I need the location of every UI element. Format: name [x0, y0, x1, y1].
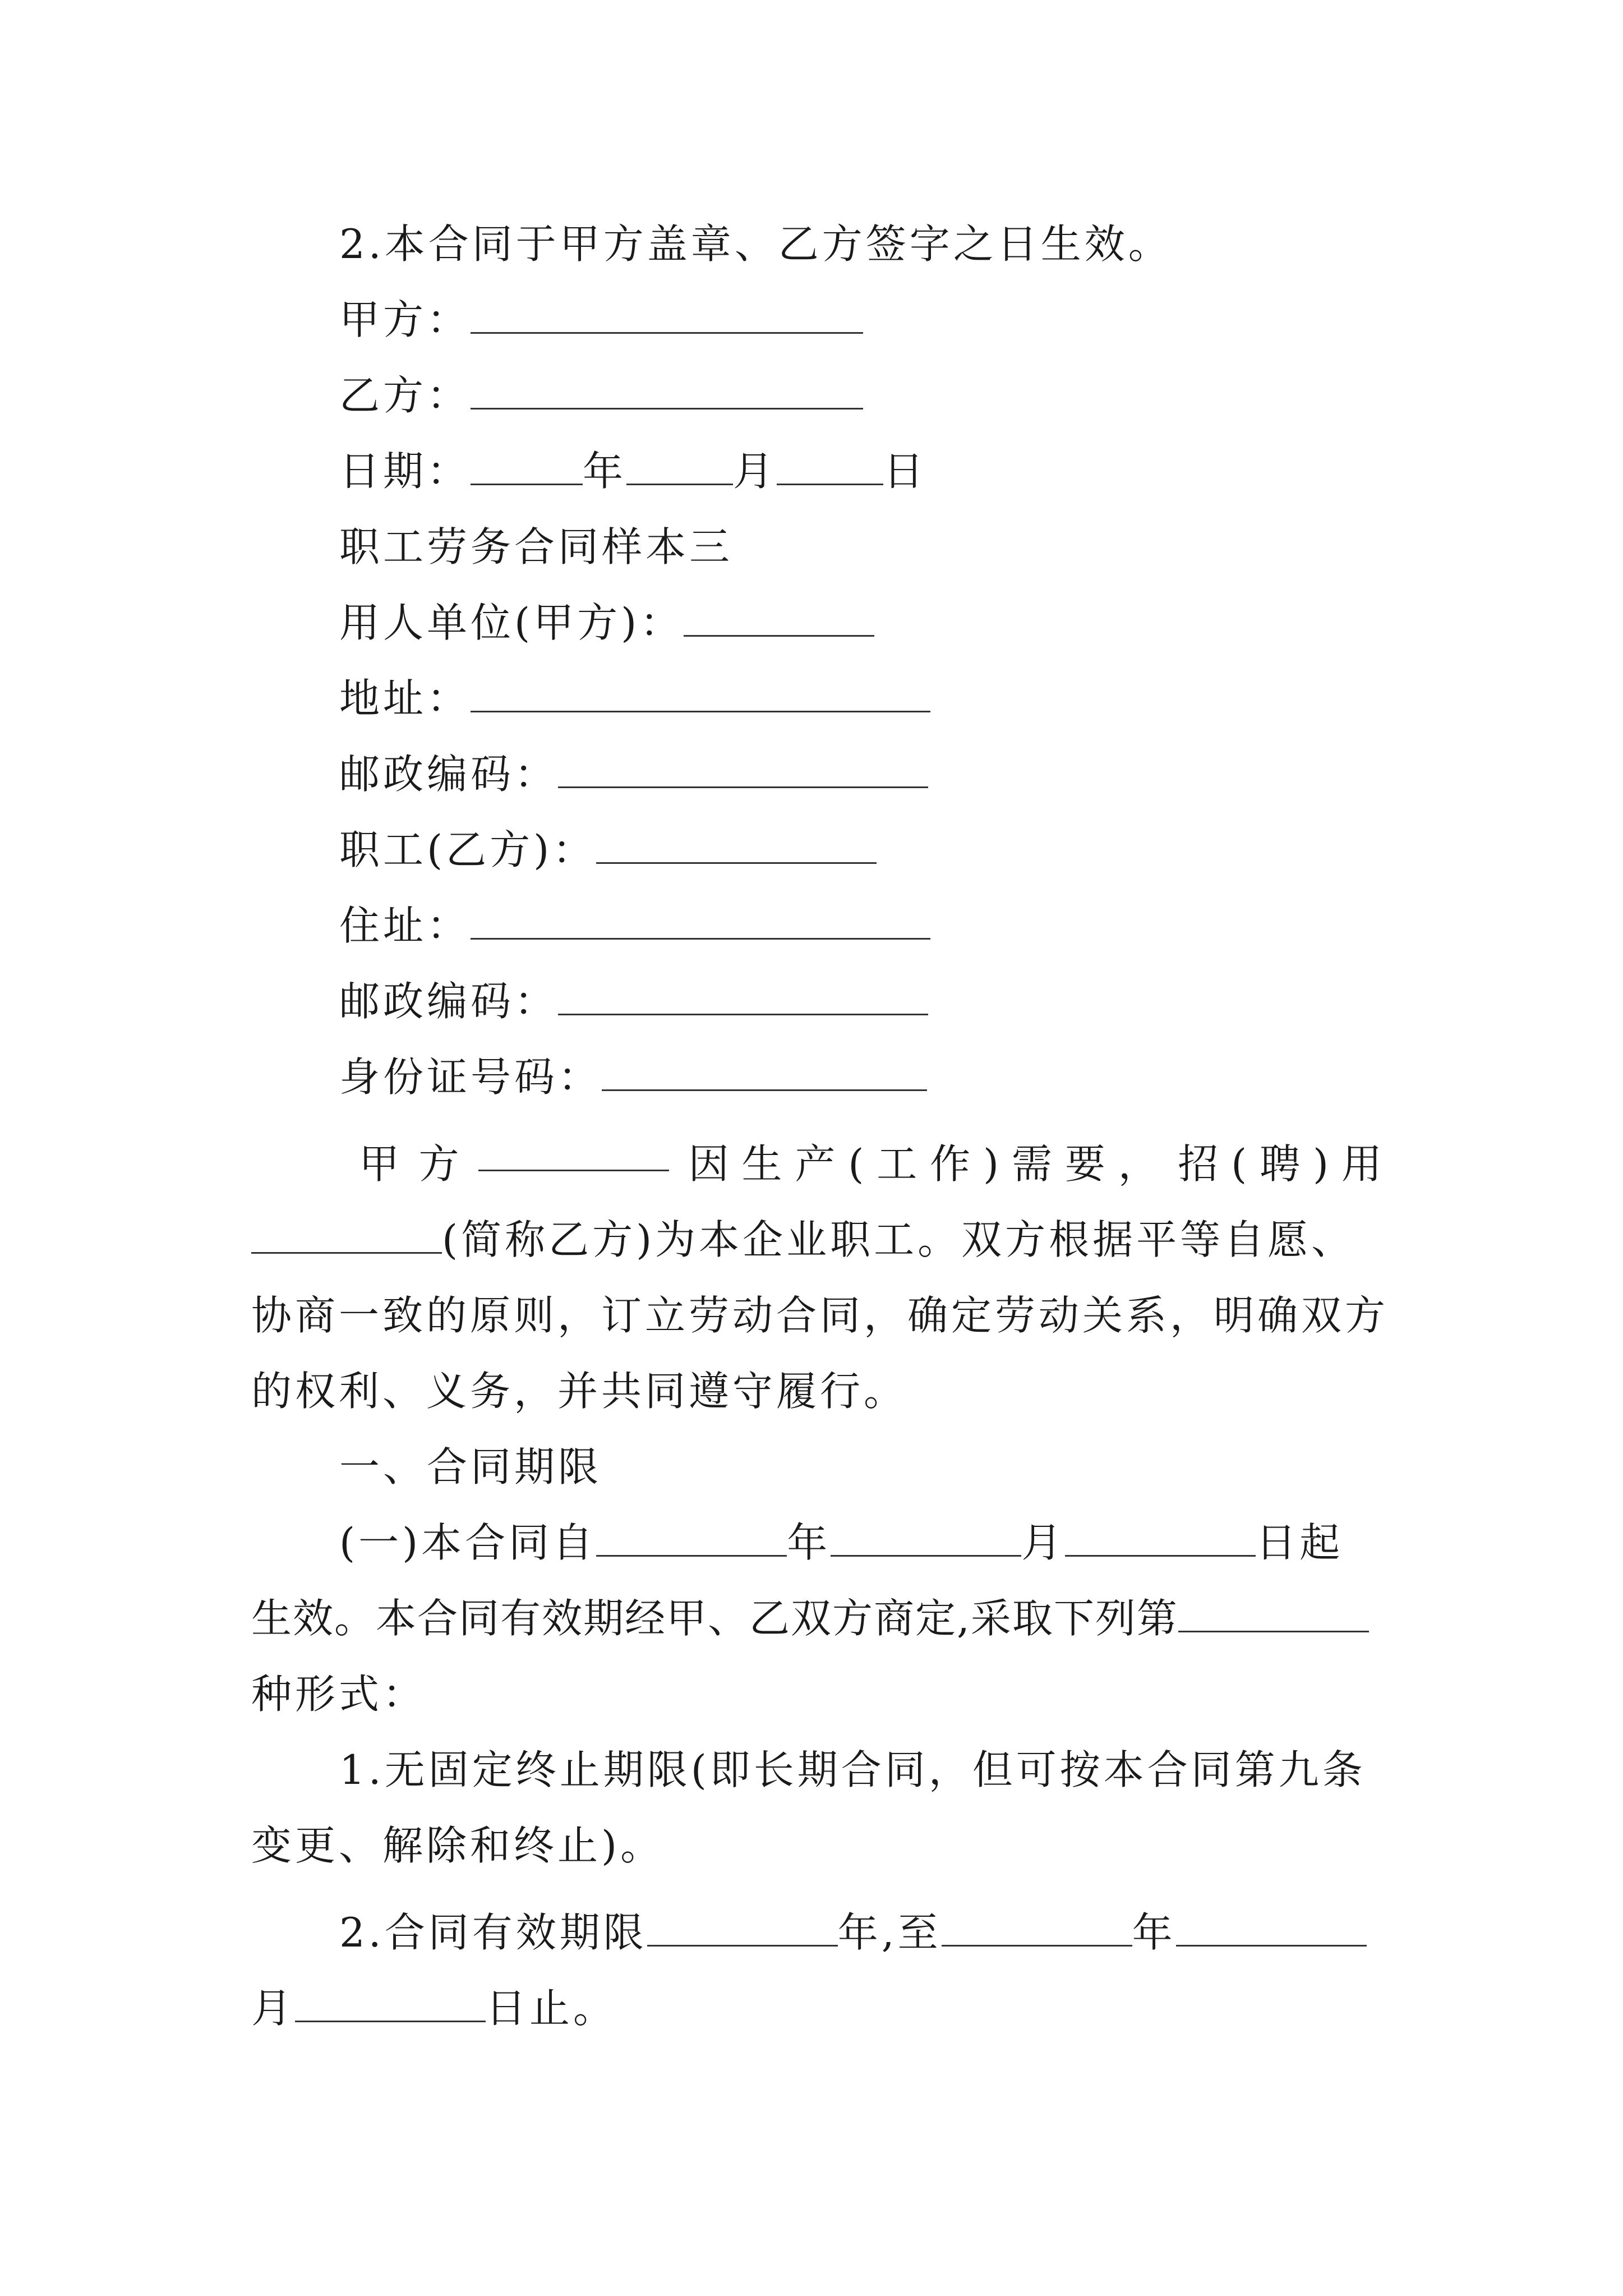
term-years-blank[interactable]: [647, 1911, 838, 1947]
para1-line3: [251, 1287, 1389, 1343]
year-label: 年: [583, 448, 627, 495]
title-text: 职工劳务合同样本三: [339, 523, 734, 570]
party-b-blank[interactable]: [471, 374, 863, 409]
address-blank[interactable]: [471, 677, 930, 712]
address-label: 地址：: [339, 675, 471, 722]
employee-label: 职工(乙方)：: [339, 826, 597, 873]
p1-text: 协商一致的原则，订立劳动合同，确定劳动关系，明确双方: [251, 1292, 1389, 1339]
month-label: 月: [733, 448, 777, 495]
residence-blank[interactable]: [471, 904, 930, 940]
postcode-line: [339, 746, 928, 802]
section-title: 一、合同期限: [339, 1443, 602, 1490]
item-text: 日止。: [486, 1985, 617, 2032]
p1-text: 方: [418, 1140, 459, 1188]
item-text: 年,至: [837, 1909, 942, 1956]
term-line1: [339, 1515, 1343, 1571]
date-label: 日期：: [339, 448, 471, 495]
postcode-label: 邮政编码：: [339, 751, 559, 798]
form-number-blank[interactable]: [1178, 1597, 1369, 1632]
p1-text: 甲: [359, 1140, 400, 1188]
residence-line: [339, 898, 930, 954]
id-line: [339, 1049, 927, 1105]
item-text: 变更、解除和终止)。: [251, 1822, 665, 1869]
p1-text: 因 生 产 ( 工 作 ) 需 要 ，: [688, 1140, 1159, 1188]
item2-line2: [251, 1980, 617, 2036]
item2-line1: [339, 1904, 1367, 1961]
clause-effective-date: [339, 216, 1172, 272]
item-text: 2.合同有效期限: [339, 1909, 647, 1956]
employee-line: [339, 822, 877, 878]
p1-text: 招 ( 聘 ) 用: [1178, 1140, 1382, 1188]
employer-blank[interactable]: [684, 601, 874, 637]
party-a-line: [339, 292, 863, 348]
term-text: 种形式：: [251, 1671, 427, 1718]
date-line: [339, 443, 927, 499]
start-year-blank[interactable]: [596, 1521, 787, 1557]
item-text: 1.无固定终止期限(即长期合同，但可按本合同第九条: [339, 1746, 1366, 1793]
year-label: 年: [1132, 1909, 1176, 1956]
postcode-blank[interactable]: [558, 753, 928, 788]
term-line2: [251, 1590, 1369, 1646]
postcode2-label: 邮政编码：: [339, 978, 559, 1025]
item1-line1: [339, 1742, 1366, 1798]
postcode2-blank[interactable]: [558, 980, 928, 1015]
employer-label: 用人单位(甲方)：: [339, 599, 684, 646]
id-blank[interactable]: [602, 1056, 927, 1091]
date-day-blank[interactable]: [777, 450, 883, 485]
postcode2-line: [339, 973, 928, 1029]
party-b-line: [339, 367, 863, 424]
contract-title: [339, 519, 733, 575]
end-day-blank[interactable]: [295, 1987, 486, 2022]
year-label: 年: [787, 1519, 831, 1566]
start-day-blank[interactable]: [1065, 1521, 1256, 1557]
employee-name-blank[interactable]: [251, 1218, 442, 1254]
party-b-label: 乙方：: [339, 372, 471, 419]
section-heading: [339, 1439, 602, 1495]
residence-label: 住址：: [339, 902, 471, 949]
p1-text: (简称乙方)为本企业职工。双方根据平等自愿、: [442, 1216, 1355, 1263]
end-year-blank[interactable]: [942, 1911, 1132, 1947]
term-text: (一)本合同自: [339, 1519, 597, 1566]
employer-line: [339, 595, 874, 651]
para1-line2: [251, 1212, 1355, 1268]
date-month-blank[interactable]: [626, 450, 733, 485]
date-year-blank[interactable]: [471, 450, 583, 485]
party-a-blank[interactable]: [471, 298, 863, 334]
item1-line2: [251, 1818, 664, 1874]
end-month-blank[interactable]: [1176, 1911, 1367, 1947]
para1-line4: [251, 1363, 907, 1419]
term-line3: [251, 1666, 426, 1722]
day-label: 日起: [1256, 1519, 1344, 1566]
p1-text: 的权利、义务，并共同遵守履行。: [251, 1368, 908, 1415]
address-line: [339, 670, 930, 726]
id-label: 身份证号码：: [339, 1053, 602, 1101]
party-a-label: 甲方：: [339, 296, 471, 343]
term-text: 生效。本合同有效期经甲、乙双方商定,采取下列第: [251, 1595, 1178, 1642]
clause-text: 2.本合同于甲方盖章、乙方签字之日生效。: [339, 220, 1172, 268]
month-label: 月: [251, 1985, 296, 2032]
day-label: 日: [883, 448, 928, 495]
para1-line1: [359, 1136, 1382, 1192]
start-month-blank[interactable]: [831, 1521, 1021, 1557]
month-label: 月: [1021, 1519, 1066, 1566]
employer-name-blank[interactable]: [478, 1136, 669, 1171]
employee-blank[interactable]: [596, 829, 877, 864]
